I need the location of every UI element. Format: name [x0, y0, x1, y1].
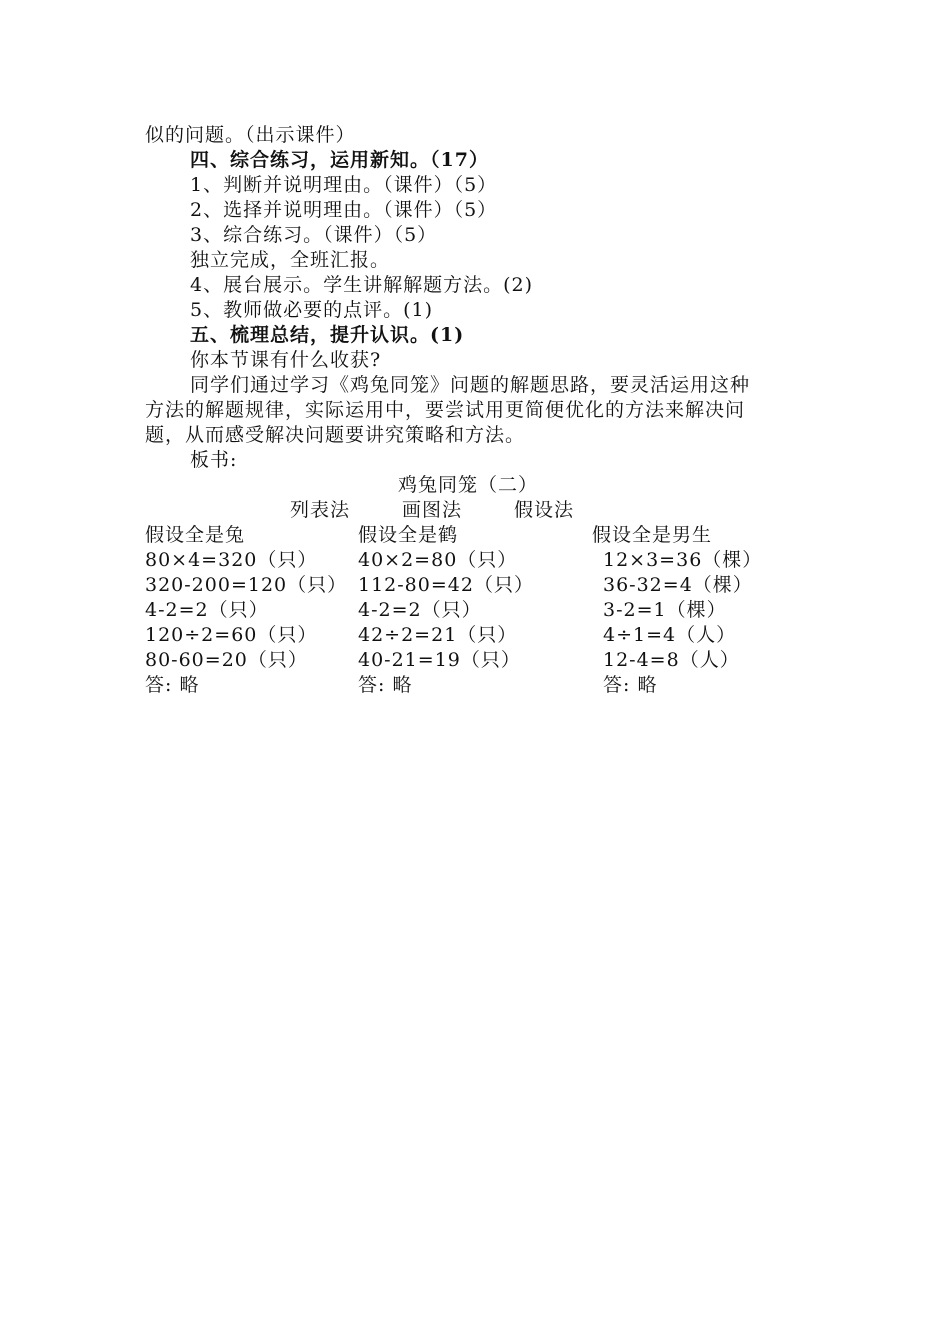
paragraph-line: 题，从而感受解决问题要讲究策略和方法。 — [145, 424, 526, 446]
list-item: 2、选择并说明理由。（课件）（5） — [190, 199, 498, 221]
paragraph-line: 你本节课有什么收获? — [190, 349, 382, 371]
board-label: 板书: — [190, 449, 238, 471]
calc-line: 120÷2=60（只） — [145, 624, 318, 646]
calc-line: 4÷1=4（人） — [603, 624, 737, 646]
method-label: 假设法 — [514, 499, 575, 521]
calc-line: 40×2=80（只） — [358, 549, 518, 571]
column-heading: 假设全是鹤 — [358, 524, 459, 546]
calc-line: 320-200=120（只） — [145, 574, 348, 596]
list-item: 5、教师做必要的点评。(1) — [190, 299, 434, 321]
answer-line: 答: 略 — [145, 674, 200, 696]
calc-line: 3-2=1（棵） — [603, 599, 727, 621]
calc-line: 40-21=19（只） — [358, 649, 521, 671]
calc-line: 36-32=4（棵） — [603, 574, 753, 596]
answer-line: 答: 略 — [603, 674, 658, 696]
column-heading: 假设全是兔 — [145, 524, 246, 546]
list-item: 3、综合练习。（课件）（5） — [190, 224, 438, 246]
calc-line: 80-60=20（只） — [145, 649, 308, 671]
list-item: 4、展台展示。学生讲解解题方法。(2) — [190, 274, 534, 296]
calc-line: 4-2=2（只） — [358, 599, 482, 621]
calc-line: 12×3=36（棵） — [603, 549, 763, 571]
paragraph-line: 同学们通过学习《鸡兔同笼》问题的解题思路，要灵活运用这种 — [190, 374, 751, 396]
column-heading: 假设全是男生 — [592, 524, 713, 546]
section-heading-4: 四、综合练习，运用新知。（17） — [190, 149, 489, 171]
calc-line: 12-4=8（人） — [603, 649, 740, 671]
paragraph-line: 似的问题。（出示课件） — [145, 124, 356, 146]
list-item: 1、判断并说明理由。（课件）（5） — [190, 174, 498, 196]
paragraph-line: 独立完成，全班汇报。 — [190, 249, 391, 271]
section-heading-5: 五、梳理总结，提升认识。(1) — [190, 324, 465, 346]
calc-line: 80×4=320（只） — [145, 549, 318, 571]
method-label: 画图法 — [402, 499, 463, 521]
calc-line: 4-2=2（只） — [145, 599, 269, 621]
method-label: 列表法 — [290, 499, 351, 521]
calc-line: 112-80=42（只） — [358, 574, 534, 596]
board-title: 鸡兔同笼（二） — [398, 474, 539, 496]
paragraph-line: 方法的解题规律，实际运用中，要尝试用更简便优化的方法来解决问 — [145, 399, 746, 421]
answer-line: 答: 略 — [358, 674, 413, 696]
calc-line: 42÷2=21（只） — [358, 624, 518, 646]
